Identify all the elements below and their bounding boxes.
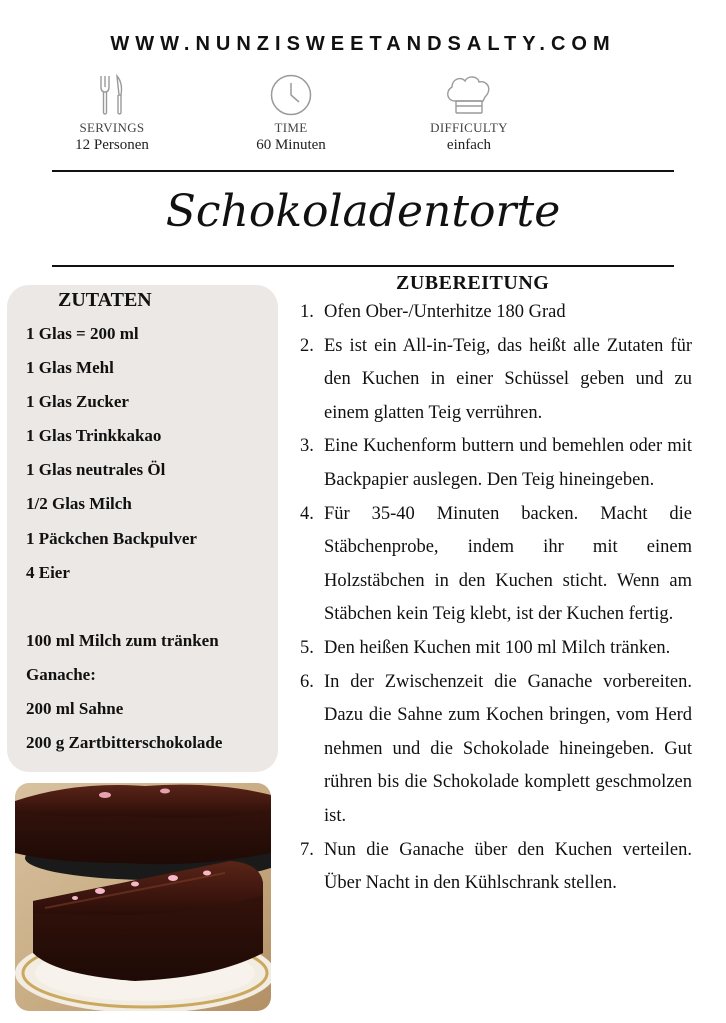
step-item [300,330,692,431]
step-number: 6. [300,671,314,692]
ingredients-heading: ZUTATEN [58,289,152,311]
step-item [300,632,692,666]
website-url: WWW.NUNZISWEETANDSALTY.COM [110,33,616,55]
ingredient-item: Ganache: [26,664,96,684]
step-text: Den heißen Kuchen mit 100 ml Milch tränken. [324,637,671,658]
ingredient-item: 1 Päckchen Backpulver [26,528,197,548]
ingredient-item: 1 Glas Trinkkakao [26,426,162,446]
ingredient-item: 1 Glas neutrales Öl [26,460,166,480]
difficulty-value: einfach [446,137,492,153]
cake-photo [15,783,271,1011]
step-number: 3. [300,436,314,457]
step-item [300,498,692,632]
divider-top [52,170,674,172]
time-info [221,72,361,154]
ingredient-item: 1 Glas Mehl [26,358,114,378]
step-text: Eine Kuchenform buttern und bemehlen oder mit Backpapier auslegen. Den Teig hineingeben. [324,436,692,490]
ingredient-item: 200 ml Sahne [26,699,124,719]
ingredient-item: 1/2 Glas Milch [26,494,132,514]
preparation-heading: ZUBEREITUNG [396,272,550,294]
ingredient-item: 200 g Zartbitterschokolade [26,733,223,753]
preparation-steps [300,296,692,901]
servings-value: 12 Personen [75,137,149,153]
step-number: 2. [300,335,314,356]
chef-hat-icon [443,73,495,117]
ingredient-item: 100 ml Milch zum tränken [26,630,219,650]
step-text: Nun die Ganache über den Kuchen verteilen. Über Nacht in den Kühlschrank stellen. [324,839,692,894]
step-text: Für 35-40 Minuten backen. Macht die Stäbchenprobe, indem ihr mit einem Holzstäbchen in den Kuchen sticht. Wenn am Stäbchen kein Teig klebt, ist der Kuchen fertig. [324,503,692,625]
ingredients-list [26,320,278,763]
ingredient-spacer [26,593,278,627]
clock-icon [269,73,313,117]
step-item [300,296,692,330]
cutlery-icon [97,73,127,117]
difficulty-label: DIFFICULTY [430,120,508,135]
step-item [300,430,692,497]
servings-label: SERVINGS [79,120,145,135]
difficulty-info [399,72,539,154]
time-label: TIME [274,120,308,135]
step-text: Es ist ein All-in-Teig, das heißt alle Zutaten für den Kuchen in einer Schüssel geben und zu einem glatten Teig verrühren. [324,335,692,423]
ingredient-item: 4 Eier [26,562,70,582]
ingredient-item: 1 Glas = 200 ml [26,324,139,343]
step-number: 5. [300,637,314,658]
step-number: 4. [300,503,314,524]
ingredient-item: 1 Glas Zucker [26,392,129,412]
step-number: 1. [300,302,314,322]
step-text: Ofen Ober-/Unterhitze 180 Grad [324,302,566,322]
step-item [300,666,692,834]
servings-info [42,72,182,154]
recipe-title: Schokoladentorte [165,186,561,237]
step-item [300,834,692,901]
divider-title [52,265,674,267]
step-text: In der Zwischenzeit die Ganache vorbereiten. Dazu die Sahne zum Kochen bringen, vom Herd nehmen und die Schokolade hineingeben. Gut rühren bis die Schokolade komplett geschmolzen ist. [324,671,692,826]
time-value: 60 Minuten [256,137,326,153]
step-number: 7. [300,839,314,860]
